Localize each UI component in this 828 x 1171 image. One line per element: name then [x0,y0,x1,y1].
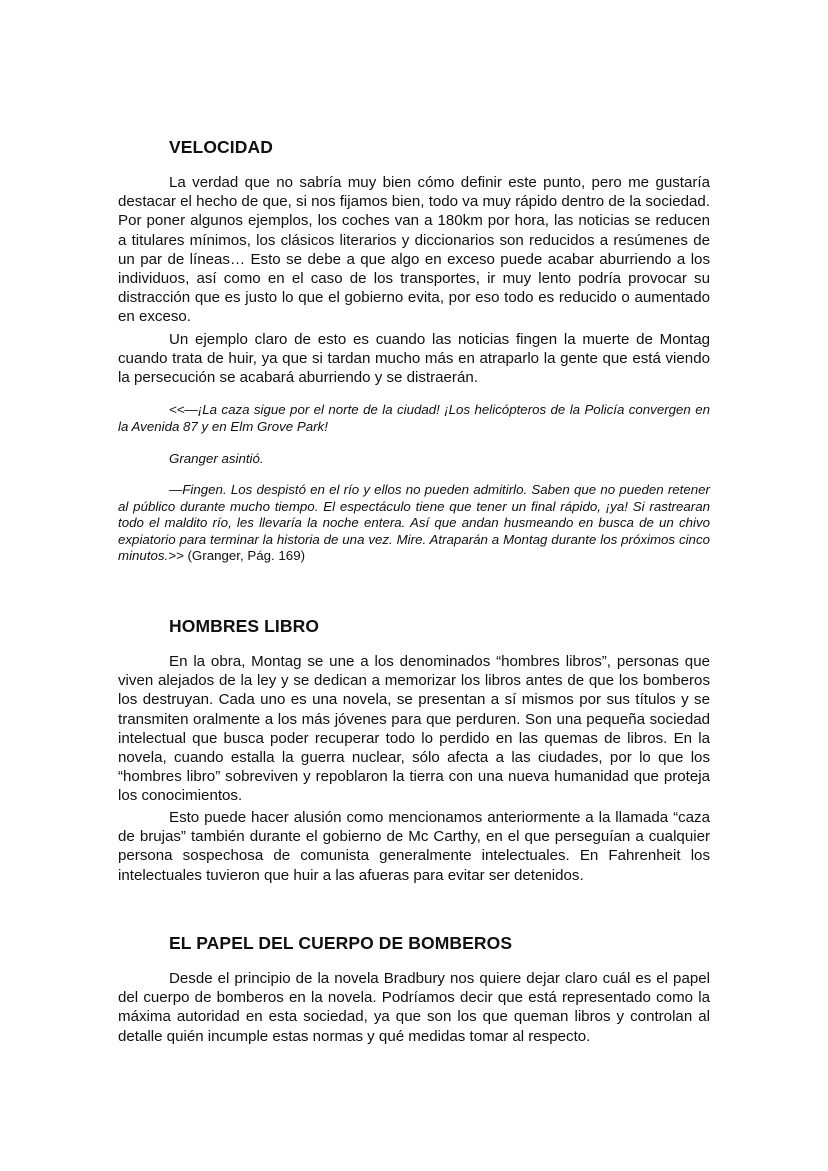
bomberos-paragraph-1: Desde el principio de la novela Bradbury nos quiere dejar claro cuál es el papel del cuerpo de bomberos en la novela. Podríamos decir que está representado como la máxima autoridad en esta sociedad, ya que son los que queman libros y controlan al detalle quién incumple estas normas y qué medidas tomar al respecto. [118,970,710,1045]
quote-text: —Fingen. Los despistó en el río y ellos no pueden admitirlo. Saben que no pueden retener al público durante mucho tiempo. El espectáculo tiene que tener un final rápido, ¡ya! Si rastrearan todo el maldito río, les llevaría la noche entera. Así que andan husmeando en busca de un chivo expiatorio para terminar la historia de una vez. Mire. Atraparán a Montag durante los próximos cinco minutos.>> [118,482,710,564]
velocidad-quote-2: Granger asintió. [169,451,264,466]
quote-citation: (Granger, Pág. 169) [183,548,306,564]
velocidad-quote-3 [118,482,710,565]
hombres-libro-paragraph-1: En la obra, Montag se une a los denominados “hombres libros”, personas que viven alejados de la ley y se dedican a memorizar los libros antes de que los bomberos los destruyan. Cada uno es una novela, se presentan a sí mismos por sus títulos y se transmiten oralmente a los más jóvenes para que perduren. Son una pequeña sociedad intelectual que busca poder recuperar todo lo perdido en las quemas de libros. En la novela, cuando estalla la guerra nuclear, sólo afecta a las ciudades, por lo que los “hombres libro” sobreviven y repoblaron la tierra con una nueva humanidad que proteja los conocimientos. [118,653,710,805]
section-heading-hombres-libro: HOMBRES LIBRO [169,616,320,636]
velocidad-paragraph-2: Un ejemplo claro de esto es cuando las noticias fingen la muerte de Montag cuando trata de huir, ya que si tardan mucho más en atraparlo la gente que está viendo la persecución se acabará aburriendo y se distraerán. [118,331,710,387]
section-heading-bomberos: EL PAPEL DEL CUERPO DE BOMBEROS [169,933,513,953]
velocidad-paragraph-1: La verdad que no sabría muy bien cómo definir este punto, pero me gustaría destacar el hecho de que, si nos fijamos bien, todo va muy rápido dentro de la sociedad. Por poner algunos ejemplos, los coches van a 180km por hora, las noticias se reducen a titulares mínimos, los clásicos literarios y diccionarios son reducidos a resúmenes de un par de líneas… Esto se debe a que algo en exceso puede acabar aburriendo a los individuos, así como en el caso de los transportes, ir muy lento podría provocar su distracción que es justo lo que el gobierno evita, por eso todo es reducido o aumentado en exceso. [118,174,710,326]
velocidad-quote-1: <<—¡La caza sigue por el norte de la ciudad! ¡Los helicópteros de la Policía convergen en la Avenida 87 y en Elm Grove Park! [118,402,710,434]
section-heading-velocidad: VELOCIDAD [169,137,273,157]
hombres-libro-paragraph-2: Esto puede hacer alusión como mencionamos anteriormente a la llamada “caza de brujas” también durante el gobierno de Mc Carthy, en el que perseguían a cualquier persona sospechosa de comunista generalmente intelectuales. En Fahrenheit los intelectuales tuvieron que huir a las afueras para evitar ser detenidos. [118,809,710,884]
